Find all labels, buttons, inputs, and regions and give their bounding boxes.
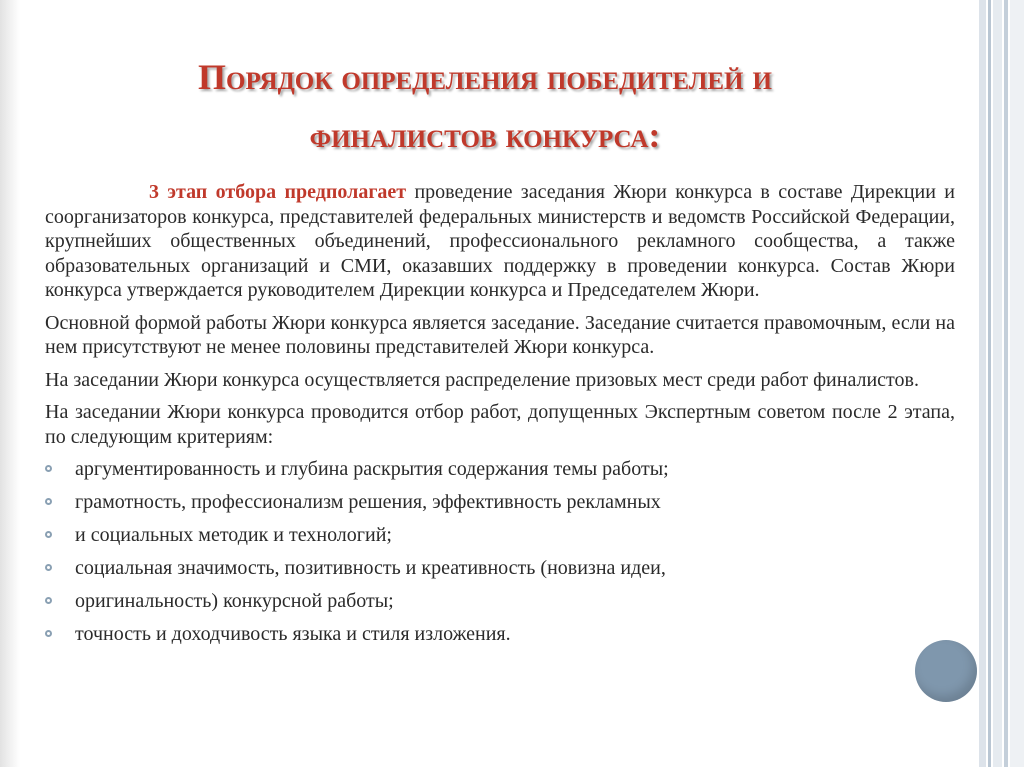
list-item: аргументированность и глубина раскрытия содержания темы работы;: [45, 457, 955, 482]
paragraph-selection-criteria: На заседании Жюри конкурса проводится отбор работ, допущенных Экспертным советом после 2 этапа, по следующим критериям:: [45, 401, 955, 448]
paragraph-text: проведение заседания Жюри конкурса в составе Дирекции и соорганизаторов конкурса, представителей федеральных министерств и ведомств Российской Федерации, крупнейших общественных объединений, профессионального рекламного сообщества, а также образовательных организаций и СМИ, оказавших поддержку в проведении конкурса. Состав Жюри конкурса утверждается руководителем Дирекции конкурса и Председателем Жюри.: [45, 181, 956, 301]
bullet-circle-icon: [45, 630, 52, 637]
slide-title-line-1: Порядок определения победителей и: [198, 57, 772, 97]
list-item: социальная значимость, позитивность и креативность (новизна идеи,: [45, 556, 955, 581]
paragraph-lead: 3 этап отбора предполагает: [149, 181, 407, 203]
criteria-list: [45, 457, 955, 647]
bullet-circle-icon: [45, 531, 52, 538]
paragraph-meeting-form: Основной формой работы Жюри конкурса является заседание. Заседание считается правомочным, если на нем присутствуют не менее половины представителей Жюри конкурса.: [45, 311, 955, 358]
bullet-circle-icon: [45, 597, 52, 604]
slide-title: [60, 48, 910, 164]
slide-title-line-2: финалистов конкурса:: [309, 115, 661, 155]
paragraph-stage3: [45, 180, 955, 303]
decorative-side-stripes: [979, 0, 1024, 767]
list-item: оригинальность) конкурсной работы;: [45, 589, 955, 614]
decorative-circle-icon: [915, 640, 977, 702]
slide-body: [45, 180, 955, 656]
bullet-circle-icon: [45, 465, 52, 472]
bullet-circle-icon: [45, 564, 52, 571]
bullet-circle-icon: [45, 498, 52, 505]
list-item: грамотность, профессионализм решения, эффективность рекламных: [45, 490, 955, 515]
list-item: точность и доходчивость языка и стиля изложения.: [45, 622, 955, 647]
list-item: и социальных методик и технологий;: [45, 523, 955, 548]
paragraph-prize-distribution: На заседании Жюри конкурса осуществляется распределение призовых мест среди работ финалистов.: [45, 368, 919, 391]
